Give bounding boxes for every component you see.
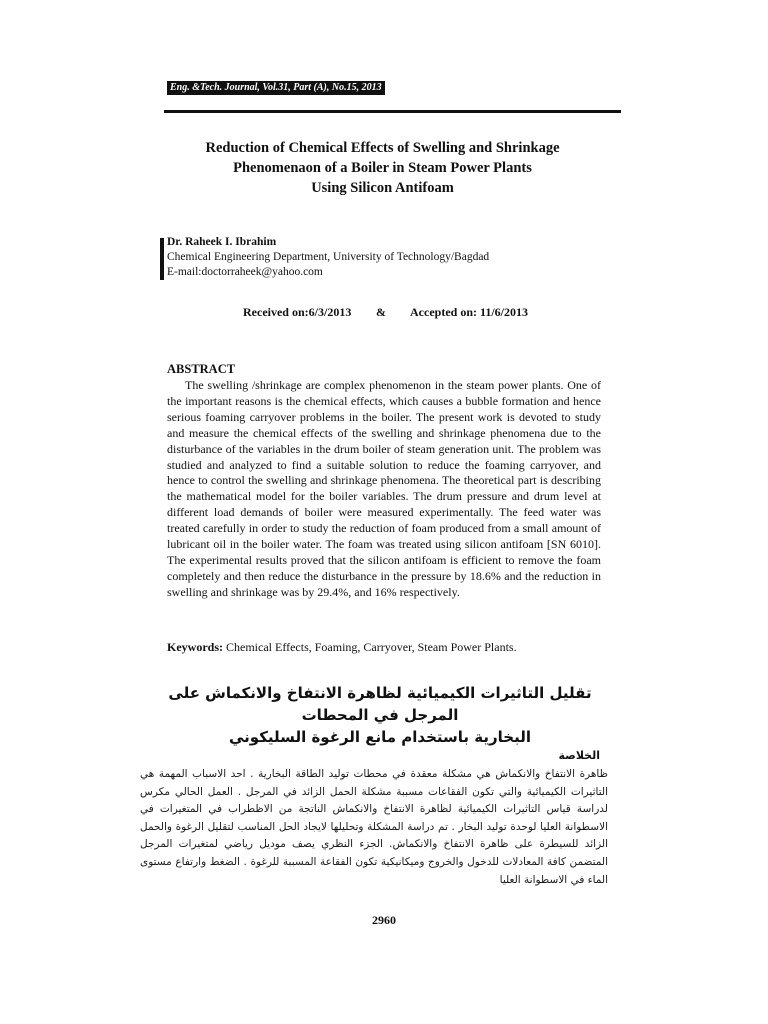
- arabic-abstract-heading: الخلاصة: [558, 749, 600, 762]
- received-date: Received on:6/3/2013: [243, 305, 352, 319]
- author-marker-bar: [160, 238, 164, 280]
- title-line: Phenomenaon of a Boiler in Steam Power Plants: [233, 160, 532, 176]
- accepted-date: Accepted on: 11/6/2013: [410, 305, 528, 319]
- title-line: Reduction of Chemical Effects of Swelling and Shrinkage: [205, 140, 560, 156]
- keywords-label: Keywords:: [167, 640, 223, 654]
- abstract-heading: ABSTRACT: [167, 362, 236, 376]
- arabic-title-line: تقليل التاثيرات الكيميائية لظاهرة الانتفاخ والانكماش على المرجل في المحطات: [168, 684, 592, 724]
- author-email[interactable]: E-mail:doctorraheek@yahoo.com: [167, 266, 323, 278]
- author-block: [167, 235, 489, 280]
- journal-header: Eng. &Tech. Journal, Vol.31, Part (A), No.15, 2013: [167, 81, 385, 95]
- dates-separator: &: [376, 305, 386, 319]
- arabic-title-line: البخارية باستخدام مانع الرغوة السليكوني: [229, 728, 531, 746]
- page-number: 2960: [372, 913, 396, 927]
- abstract-text: The swelling /shrinkage are complex phenomenon in the steam power plants. One of the important reasons is the chemical effects, which causes a bubble formation and hence serious foaming carryover problems in the boiler. The present work is devoted to study and measure the chemical effects of the swelling and shrinkage phenomena due to the disturbance of the variables in the drum boiler of steam generation unit. The problem was studied and analyzed to find a suitable solution to reduce the foaming carryover, and hence to control the swelling and shrinkage phenomena. The theoretical part is describing the mathematical model for the boiler variables. The drum pressure and drum level at different load demands of boiler were measured experimentally. The feed water was treated carefully in order to study the reduction of foam produced from a small amount of lubricant oil in the boiler water. The foam was treated using silicon antifoam [SN 6010]. The experimental results proved that the silicon antifoam is efficient to remove the foam completely and then reduce the disturbance in the pressure by 18.6% and the reduction in swelling and shrinkage was by 29.4%, and 16% respectively.: [167, 378, 601, 599]
- keywords-text: Chemical Effects, Foaming, Carryover, Steam Power Plants.: [223, 640, 517, 654]
- keywords: [167, 640, 607, 655]
- arabic-title: [160, 682, 600, 748]
- author-affiliation: Chemical Engineering Department, University of Technology/Bagdad: [167, 251, 490, 263]
- author-name: Dr. Raheek I. Ibrahim: [167, 236, 277, 248]
- title-line: Using Silicon Antifoam: [311, 180, 454, 196]
- arabic-abstract-text: ظاهرة الانتفاخ والانكماش هي مشكلة معقدة في محطات توليد الطاقة البخارية . احد الاسباب المهمة هي التاثيرات الكيميائية والتي تكون الفقاعات مسببة مشكلة الحمل الزائد في المرجل . العمل الحالي مكرس لدراسة قياس التاثيرات الكيميائية لظاهرة الانتفاخ والانكماش الناتجة من الاظطراب في المتغيرات في الاسطوانة العليا لوحدة توليد البخار . تم دراسة المشكلة وتحليلها لايجاد الحل المناسب لتقليل الرغوة والحمل الزائد للسيطرة على ظاهرة الانتفاخ والانكماش. الجزء النظري يصف موديل رياضي لمتغيرات المرجل المتضمن كافة المعادلات للدخول والخروج وميكانيكية تكون الفقاعة المسببة للرغوة . الضغط وارتفاع مستوى الماء في الاسطوانة العليا: [140, 768, 608, 886]
- header-divider: [164, 110, 621, 113]
- paper-title: [140, 138, 625, 198]
